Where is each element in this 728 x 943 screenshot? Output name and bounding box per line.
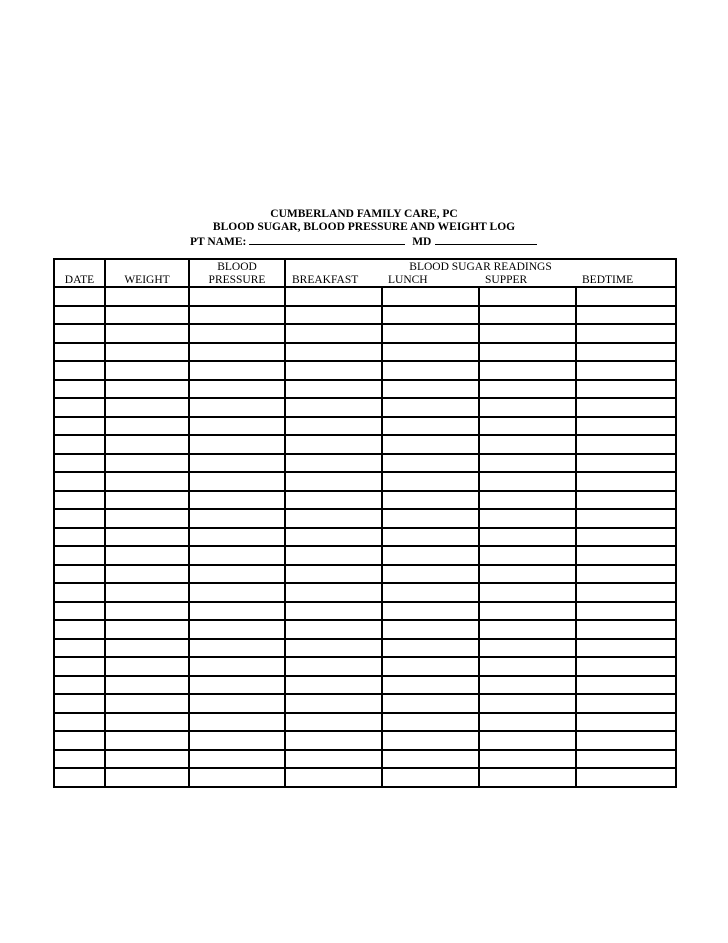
patient-line	[190, 234, 537, 249]
supper-cell[interactable]	[479, 491, 576, 510]
supper-cell[interactable]	[479, 657, 576, 676]
table-row	[54, 565, 676, 584]
table-row	[54, 343, 676, 362]
supper-cell[interactable]	[479, 583, 576, 602]
supper-cell[interactable]	[479, 417, 576, 436]
weight-header: WEIGHT	[105, 273, 189, 287]
table-row	[54, 491, 676, 510]
table-row	[54, 676, 676, 695]
lunch-cell[interactable]	[382, 417, 479, 436]
date-cell[interactable]	[54, 583, 105, 602]
weight-cell[interactable]	[105, 657, 189, 676]
blood-pressure-cell[interactable]	[189, 380, 285, 399]
breakfast-cell[interactable]	[285, 657, 382, 676]
supper-cell[interactable]	[479, 398, 576, 417]
weight-cell[interactable]	[105, 398, 189, 417]
table-row	[54, 583, 676, 602]
breakfast-cell[interactable]	[285, 620, 382, 639]
bedtime-cell[interactable]	[576, 750, 676, 769]
lunch-cell[interactable]	[382, 324, 479, 343]
lunch-label: LUNCH	[388, 274, 428, 286]
bedtime-cell[interactable]	[576, 565, 676, 584]
table-row	[54, 602, 676, 621]
blood-pressure-cell[interactable]	[189, 565, 285, 584]
weight-cell[interactable]	[105, 435, 189, 454]
blood-pressure-cell[interactable]	[189, 435, 285, 454]
bedtime-cell[interactable]	[576, 583, 676, 602]
blood-pressure-cell[interactable]	[189, 694, 285, 713]
bedtime-cell[interactable]	[576, 657, 676, 676]
blood-pressure-cell[interactable]	[189, 528, 285, 547]
breakfast-cell[interactable]	[285, 380, 382, 399]
bedtime-cell[interactable]	[576, 546, 676, 565]
weight-cell[interactable]	[105, 676, 189, 695]
date-header: DATE	[54, 273, 105, 287]
table-row	[54, 509, 676, 528]
lunch-cell[interactable]	[382, 583, 479, 602]
blood-pressure-cell[interactable]	[189, 287, 285, 306]
breakfast-cell[interactable]	[285, 546, 382, 565]
weight-cell[interactable]	[105, 417, 189, 436]
weight-cell[interactable]	[105, 546, 189, 565]
supper-cell[interactable]	[479, 306, 576, 325]
blood-pressure-cell[interactable]	[189, 454, 285, 473]
bedtime-cell[interactable]	[576, 713, 676, 732]
breakfast-cell[interactable]	[285, 343, 382, 362]
bedtime-cell[interactable]	[576, 324, 676, 343]
pt-name-label: PT NAME:	[190, 236, 247, 248]
date-cell[interactable]	[54, 602, 105, 621]
supper-cell[interactable]	[479, 343, 576, 362]
supper-cell[interactable]	[479, 768, 576, 787]
blood-pressure-cell[interactable]	[189, 657, 285, 676]
bedtime-cell[interactable]	[576, 417, 676, 436]
blood-pressure-cell[interactable]	[189, 731, 285, 750]
bedtime-cell[interactable]	[576, 620, 676, 639]
blood-pressure-cell[interactable]	[189, 602, 285, 621]
table-row	[54, 472, 676, 491]
table-row	[54, 731, 676, 750]
breakfast-cell[interactable]	[285, 509, 382, 528]
weight-cell[interactable]	[105, 509, 189, 528]
breakfast-cell[interactable]	[285, 676, 382, 695]
log-body	[54, 287, 676, 787]
supper-label: SUPPER	[485, 274, 528, 286]
supper-cell[interactable]	[479, 361, 576, 380]
supper-cell[interactable]	[479, 509, 576, 528]
date-cell[interactable]	[54, 750, 105, 769]
table-row	[54, 287, 676, 306]
lunch-cell[interactable]	[382, 768, 479, 787]
table-row	[54, 528, 676, 547]
blood-pressure-cell[interactable]	[189, 324, 285, 343]
date-cell[interactable]	[54, 528, 105, 547]
weight-cell[interactable]	[105, 583, 189, 602]
breakfast-cell[interactable]	[285, 694, 382, 713]
bedtime-cell[interactable]	[576, 306, 676, 325]
date-cell[interactable]	[54, 639, 105, 658]
breakfast-cell[interactable]	[285, 454, 382, 473]
blood-pressure-cell[interactable]	[189, 509, 285, 528]
log-title: BLOOD SUGAR, BLOOD PRESSURE AND WEIGHT LOG	[212, 221, 516, 233]
weight-cell[interactable]	[105, 472, 189, 491]
bedtime-cell[interactable]	[576, 361, 676, 380]
lunch-cell[interactable]	[382, 343, 479, 362]
blood-pressure-cell[interactable]	[189, 713, 285, 732]
date-cell[interactable]	[54, 287, 105, 306]
supper-cell[interactable]	[479, 435, 576, 454]
breakfast-cell[interactable]	[285, 768, 382, 787]
blood-pressure-cell[interactable]	[189, 676, 285, 695]
table-row	[54, 713, 676, 732]
date-cell[interactable]	[54, 620, 105, 639]
supper-cell[interactable]	[479, 546, 576, 565]
bp-header: PRESSURE	[189, 273, 285, 287]
lunch-cell[interactable]	[382, 676, 479, 695]
lunch-cell[interactable]	[382, 306, 479, 325]
breakfast-cell[interactable]	[285, 602, 382, 621]
pt-name-field[interactable]	[249, 234, 405, 245]
date-cell[interactable]	[54, 343, 105, 362]
blood-pressure-cell[interactable]	[189, 750, 285, 769]
supper-cell[interactable]	[479, 750, 576, 769]
lunch-cell[interactable]	[382, 750, 479, 769]
weight-cell[interactable]	[105, 343, 189, 362]
supper-cell[interactable]	[479, 380, 576, 399]
lunch-cell[interactable]	[382, 361, 479, 380]
bedtime-cell[interactable]	[576, 287, 676, 306]
lunch-cell[interactable]	[382, 454, 479, 473]
lunch-cell[interactable]	[382, 602, 479, 621]
bedtime-cell[interactable]	[576, 509, 676, 528]
breakfast-cell[interactable]	[285, 361, 382, 380]
bedtime-cell[interactable]	[576, 676, 676, 695]
weight-cell[interactable]	[105, 694, 189, 713]
supper-cell[interactable]	[479, 287, 576, 306]
table-row	[54, 361, 676, 380]
date-cell[interactable]	[54, 676, 105, 695]
date-cell[interactable]	[54, 713, 105, 732]
date-cell[interactable]	[54, 361, 105, 380]
bedtime-cell[interactable]	[576, 454, 676, 473]
bedtime-header	[576, 273, 676, 287]
date-cell[interactable]	[54, 472, 105, 491]
lunch-cell[interactable]	[382, 657, 479, 676]
weight-cell[interactable]	[105, 528, 189, 547]
lunch-cell[interactable]	[382, 546, 479, 565]
date-cell[interactable]	[54, 324, 105, 343]
lunch-cell[interactable]	[382, 287, 479, 306]
weight-cell[interactable]	[105, 731, 189, 750]
supper-cell[interactable]	[479, 528, 576, 547]
bedtime-label: BEDTIME	[582, 274, 634, 286]
date-cell[interactable]	[54, 435, 105, 454]
document-header	[0, 208, 728, 234]
breakfast-cell[interactable]	[285, 528, 382, 547]
weight-cell[interactable]	[105, 565, 189, 584]
lunch-cell[interactable]	[382, 380, 479, 399]
supper-cell[interactable]	[479, 731, 576, 750]
date-cell[interactable]	[54, 380, 105, 399]
breakfast-cell[interactable]	[285, 435, 382, 454]
date-cell[interactable]	[54, 454, 105, 473]
date-header-top	[54, 259, 105, 273]
breakfast-cell[interactable]	[285, 583, 382, 602]
bedtime-cell[interactable]	[576, 694, 676, 713]
date-cell[interactable]	[54, 546, 105, 565]
supper-cell[interactable]	[479, 713, 576, 732]
table-row	[54, 620, 676, 639]
date-cell[interactable]	[54, 417, 105, 436]
breakfast-cell[interactable]	[285, 417, 382, 436]
bedtime-cell[interactable]	[576, 472, 676, 491]
date-cell[interactable]	[54, 491, 105, 510]
lunch-cell[interactable]	[382, 694, 479, 713]
bedtime-cell[interactable]	[576, 343, 676, 362]
supper-cell[interactable]	[479, 602, 576, 621]
bedtime-cell[interactable]	[576, 380, 676, 399]
table-row	[54, 657, 676, 676]
blood-pressure-cell[interactable]	[189, 398, 285, 417]
weight-cell[interactable]	[105, 750, 189, 769]
blood-sugar-group-header: BLOOD SUGAR READINGS	[285, 259, 676, 273]
bedtime-cell[interactable]	[576, 768, 676, 787]
blood-pressure-cell[interactable]	[189, 491, 285, 510]
table-row	[54, 306, 676, 325]
blood-pressure-cell[interactable]	[189, 546, 285, 565]
date-cell[interactable]	[54, 731, 105, 750]
blood-pressure-cell[interactable]	[189, 768, 285, 787]
bedtime-cell[interactable]	[576, 491, 676, 510]
blood-pressure-cell[interactable]	[189, 583, 285, 602]
breakfast-cell[interactable]	[285, 639, 382, 658]
supper-cell[interactable]	[479, 472, 576, 491]
weight-cell[interactable]	[105, 306, 189, 325]
table-row	[54, 417, 676, 436]
table-row	[54, 398, 676, 417]
breakfast-cell[interactable]	[285, 472, 382, 491]
lunch-header	[382, 273, 479, 287]
weight-cell[interactable]	[105, 324, 189, 343]
bedtime-cell[interactable]	[576, 639, 676, 658]
breakfast-cell[interactable]	[285, 750, 382, 769]
bedtime-cell[interactable]	[576, 398, 676, 417]
table-row	[54, 546, 676, 565]
lunch-cell[interactable]	[382, 398, 479, 417]
weight-cell[interactable]	[105, 454, 189, 473]
breakfast-cell[interactable]	[285, 565, 382, 584]
blood-pressure-cell[interactable]	[189, 343, 285, 362]
supper-cell[interactable]	[479, 565, 576, 584]
lunch-cell[interactable]	[382, 509, 479, 528]
lunch-cell[interactable]	[382, 620, 479, 639]
date-cell[interactable]	[54, 509, 105, 528]
lunch-cell[interactable]	[382, 491, 479, 510]
table-row	[54, 694, 676, 713]
supper-cell[interactable]	[479, 324, 576, 343]
breakfast-header	[285, 273, 382, 287]
clinic-name: CUMBERLAND FAMILY CARE, PC	[270, 208, 458, 220]
breakfast-cell[interactable]	[285, 398, 382, 417]
lunch-cell[interactable]	[382, 435, 479, 454]
weight-cell[interactable]	[105, 602, 189, 621]
table-row	[54, 324, 676, 343]
table-row	[54, 639, 676, 658]
breakfast-cell[interactable]	[285, 491, 382, 510]
bedtime-cell[interactable]	[576, 602, 676, 621]
lunch-cell[interactable]	[382, 565, 479, 584]
lunch-cell[interactable]	[382, 472, 479, 491]
lunch-cell[interactable]	[382, 528, 479, 547]
md-label: MD	[412, 236, 432, 248]
table-row	[54, 380, 676, 399]
table-row	[54, 454, 676, 473]
bedtime-cell[interactable]	[576, 435, 676, 454]
date-cell[interactable]	[54, 306, 105, 325]
date-cell[interactable]	[54, 694, 105, 713]
table-row	[54, 435, 676, 454]
breakfast-cell[interactable]	[285, 731, 382, 750]
supper-cell[interactable]	[479, 639, 576, 658]
weight-cell[interactable]	[105, 713, 189, 732]
weight-cell[interactable]	[105, 768, 189, 787]
blood-pressure-cell[interactable]	[189, 472, 285, 491]
weight-cell[interactable]	[105, 287, 189, 306]
table-row	[54, 750, 676, 769]
breakfast-cell[interactable]	[285, 713, 382, 732]
table-row	[54, 768, 676, 787]
blood-pressure-cell[interactable]	[189, 306, 285, 325]
lunch-cell[interactable]	[382, 731, 479, 750]
md-field[interactable]	[435, 234, 537, 245]
bedtime-cell[interactable]	[576, 731, 676, 750]
log-table	[53, 258, 677, 788]
supper-cell[interactable]	[479, 676, 576, 695]
breakfast-label: BREAKFAST	[292, 274, 359, 286]
supper-header	[479, 273, 576, 287]
date-cell[interactable]	[54, 657, 105, 676]
supper-cell[interactable]	[479, 454, 576, 473]
weight-cell[interactable]	[105, 639, 189, 658]
lunch-cell[interactable]	[382, 639, 479, 658]
weight-header-top	[105, 259, 189, 273]
weight-cell[interactable]	[105, 620, 189, 639]
blood-pressure-cell[interactable]	[189, 361, 285, 380]
weight-cell[interactable]	[105, 380, 189, 399]
supper-cell[interactable]	[479, 694, 576, 713]
blood-pressure-cell[interactable]	[189, 417, 285, 436]
supper-cell[interactable]	[479, 620, 576, 639]
date-cell[interactable]	[54, 398, 105, 417]
lunch-cell[interactable]	[382, 713, 479, 732]
bedtime-cell[interactable]	[576, 528, 676, 547]
blood-pressure-cell[interactable]	[189, 639, 285, 658]
bp-header-top: BLOOD	[189, 259, 285, 273]
weight-cell[interactable]	[105, 491, 189, 510]
breakfast-cell[interactable]	[285, 287, 382, 306]
date-cell[interactable]	[54, 768, 105, 787]
breakfast-cell[interactable]	[285, 324, 382, 343]
blood-pressure-cell[interactable]	[189, 620, 285, 639]
date-cell[interactable]	[54, 565, 105, 584]
weight-cell[interactable]	[105, 361, 189, 380]
breakfast-cell[interactable]	[285, 306, 382, 325]
